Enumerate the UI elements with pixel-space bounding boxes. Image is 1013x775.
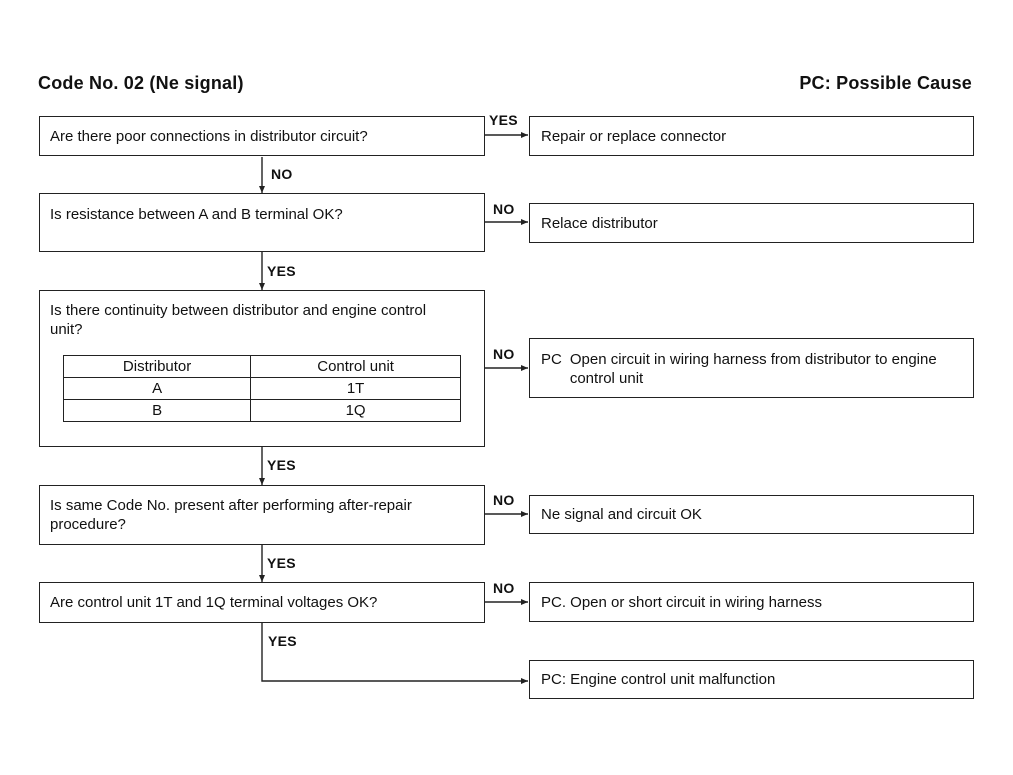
page-title: Code No. 02 (Ne signal) (38, 73, 244, 93)
branch-label-q4-yes: YES (267, 555, 296, 571)
result-box-r6 (529, 660, 974, 699)
table-header-distributor: Distributor (64, 356, 251, 378)
result-text-r2: Relace distributor (541, 214, 658, 232)
result-text-r1: Repair or replace connector (541, 127, 727, 145)
result-text-r6: PC: Engine control unit malfunction (541, 671, 776, 688)
continuity-table (63, 355, 461, 422)
result-text-r5: PC. Open or short circuit in wiring harness (541, 593, 822, 611)
result-box-r3 (529, 338, 974, 398)
cause-legend: PC: Possible Cause (799, 73, 972, 93)
branch-label-q1-no: NO (271, 166, 293, 182)
connector-q5-yes (262, 623, 528, 681)
check-box-q4 (39, 485, 485, 545)
check-text-q5: Are control unit 1T and 1Q terminal voltages OK? (50, 594, 378, 611)
table-cell: B (64, 400, 251, 422)
branch-label-q2-no: NO (493, 201, 515, 217)
check-box-q5 (39, 582, 485, 623)
branch-label-q3-no: NO (493, 346, 515, 362)
result-text-r3: Open circuit in wiring harness from distributor to engine control unit (569, 351, 937, 387)
branch-label-q4-no: NO (493, 492, 515, 508)
check-text-q2: Is resistance between A and B terminal OK? (50, 206, 343, 223)
check-text-q3: Is there continuity between distributor and engine control unit? (50, 302, 427, 338)
pc-tag: PC (541, 351, 562, 368)
check-box-q1 (39, 116, 485, 156)
table-cell: 1Q (251, 400, 461, 422)
result-box-r5 (529, 582, 974, 622)
result-r3-row (541, 350, 962, 388)
result-text-r4: Ne signal and circuit OK (541, 506, 702, 523)
table-row (64, 400, 461, 422)
result-box-r4 (529, 495, 974, 534)
table-cell: A (64, 378, 251, 400)
branch-label-q2-yes: YES (267, 263, 296, 279)
check-box-q2 (39, 193, 485, 252)
table-cell: 1T (251, 378, 461, 400)
table-row (64, 378, 461, 400)
branch-label-q1-yes: YES (489, 112, 518, 128)
branch-label-q5-yes: YES (268, 633, 297, 649)
check-text-q1: Are there poor connections in distributor circuit? (50, 127, 368, 145)
table-header-control-unit: Control unit (251, 356, 461, 378)
branch-label-q3-yes: YES (267, 457, 296, 473)
table-header-row (64, 356, 461, 378)
result-box-r1 (529, 116, 974, 156)
branch-label-q5-no: NO (493, 580, 515, 596)
result-box-r2 (529, 203, 974, 243)
check-text-q4: Is same Code No. present after performing after-repair procedure? (50, 497, 412, 533)
